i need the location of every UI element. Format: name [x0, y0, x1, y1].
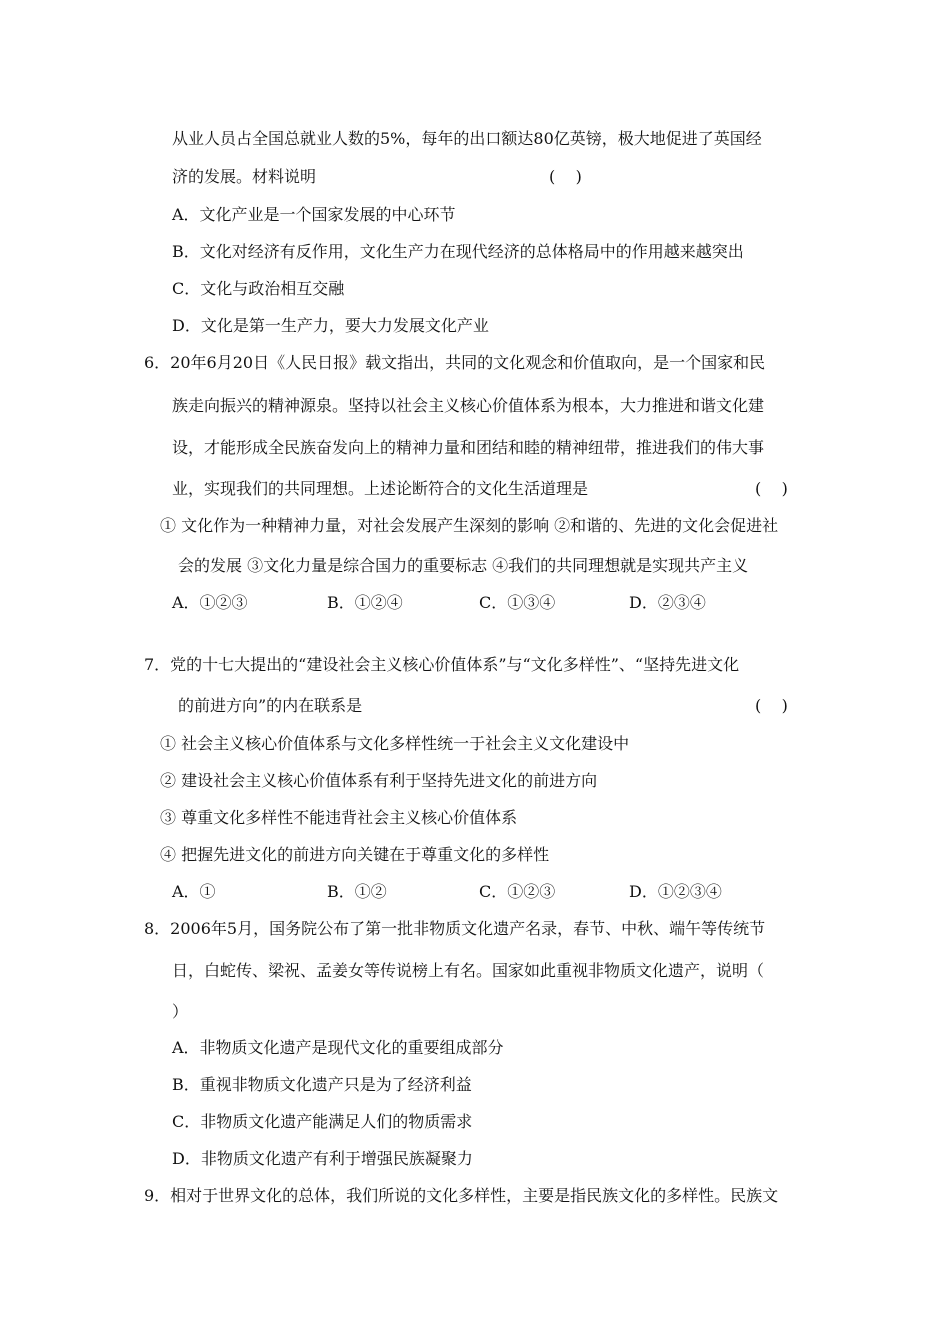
- q7-statement-4: ④ 把握先进文化的前进方向关键在于尊重文化的多样性: [160, 845, 550, 864]
- q6-stem-line-2: 族走向振兴的精神源泉。坚持以社会主义核心价值体系为根本，大力推进和谐文化建: [172, 396, 765, 415]
- q7-statement-2: ② 建设社会主义核心价值体系有利于坚持先进文化的前进方向: [160, 771, 598, 790]
- q7-stem-line-1: 7．党的十七大提出的“建设社会主义核心价值体系”与“文化多样性”、“坚持先进文化: [144, 655, 740, 674]
- q6-option-b: B．①②④: [327, 593, 403, 612]
- q7-statement-1: ① 社会主义核心价值体系与文化多样性统一于社会主义文化建设中: [160, 734, 630, 753]
- q5-stem-line-2: 济的发展。材料说明: [172, 167, 317, 186]
- q7-statement-3: ③ 尊重文化多样性不能违背社会主义核心价值体系: [160, 808, 518, 827]
- q6-answer-blank: ( ): [755, 479, 788, 498]
- q7-answer-blank: ( ): [755, 696, 788, 715]
- q5-option-c: C．文化与政治相互交融: [172, 279, 345, 298]
- q6-option-a: A．①②③: [172, 593, 248, 612]
- q5-answer-blank: ( ): [549, 167, 582, 186]
- q8-stem-line-2: 日，白蛇传、梁祝、孟姜女等传说榜上有名。国家如此重视非物质文化遗产，说明（: [172, 961, 765, 980]
- q6-stem-line-1: 6．20年6月20日《人民日报》载文指出，共同的文化观念和价值取向，是一个国家和民: [144, 353, 766, 372]
- q8-option-d: D．非物质文化遗产有利于增强民族凝聚力: [172, 1149, 473, 1168]
- q5-stem-line-1: 从业人员占全国总就业人数的5%，每年的出口额达80亿英镑，极大地促进了英国经: [172, 129, 762, 148]
- q8-option-a: A．非物质文化遗产是现代文化的重要组成部分: [172, 1038, 504, 1057]
- q6-statements-line-1: ① 文化作为一种精神力量，对社会发展产生深刻的影响 ②和谐的、先进的文化会促进社: [160, 516, 779, 535]
- q7-option-c: C．①②③: [479, 882, 556, 901]
- q7-option-a: A．①: [172, 882, 216, 901]
- q6-option-d: D．②③④: [629, 593, 706, 612]
- q6-statements-line-2: 会的发展 ③文化力量是综合国力的重要标志 ④我们的共同理想就是实现共产主义: [178, 556, 749, 575]
- q5-option-a: A．文化产业是一个国家发展的中心环节: [172, 205, 456, 224]
- q8-option-c: C．非物质文化遗产能满足人们的物质需求: [172, 1112, 473, 1131]
- q6-stem-line-3: 设，才能形成全民族奋发向上的精神力量和团结和睦的精神纽带，推进我们的伟大事: [172, 438, 765, 457]
- q6-stem-line-4: 业，实现我们的共同理想。上述论断符合的文化生活道理是: [172, 479, 589, 498]
- q8-option-b: B．重视非物质文化遗产只是为了经济利益: [172, 1075, 472, 1094]
- q5-option-b: B．文化对经济有反作用，文化生产力在现代经济的总体格局中的作用越来越突出: [172, 242, 744, 261]
- q7-option-d: D．①②③④: [629, 882, 722, 901]
- q7-stem-line-2: 的前进方向”的内在联系是: [178, 696, 363, 715]
- q5-option-d: D．文化是第一生产力，要大力发展文化产业: [172, 316, 489, 335]
- q6-option-c: C．①③④: [479, 593, 556, 612]
- q9-stem-line-1: 9．相对于世界文化的总体，我们所说的文化多样性，主要是指民族文化的多样性。民族文: [144, 1186, 779, 1205]
- q8-stem-line-3: ）: [172, 1002, 189, 1021]
- q8-stem-line-1: 8．2006年5月，国务院公布了第一批非物质文化遗产名录，春节、中秋、端午等传统节: [144, 919, 766, 938]
- q7-option-b: B．①②: [327, 882, 387, 901]
